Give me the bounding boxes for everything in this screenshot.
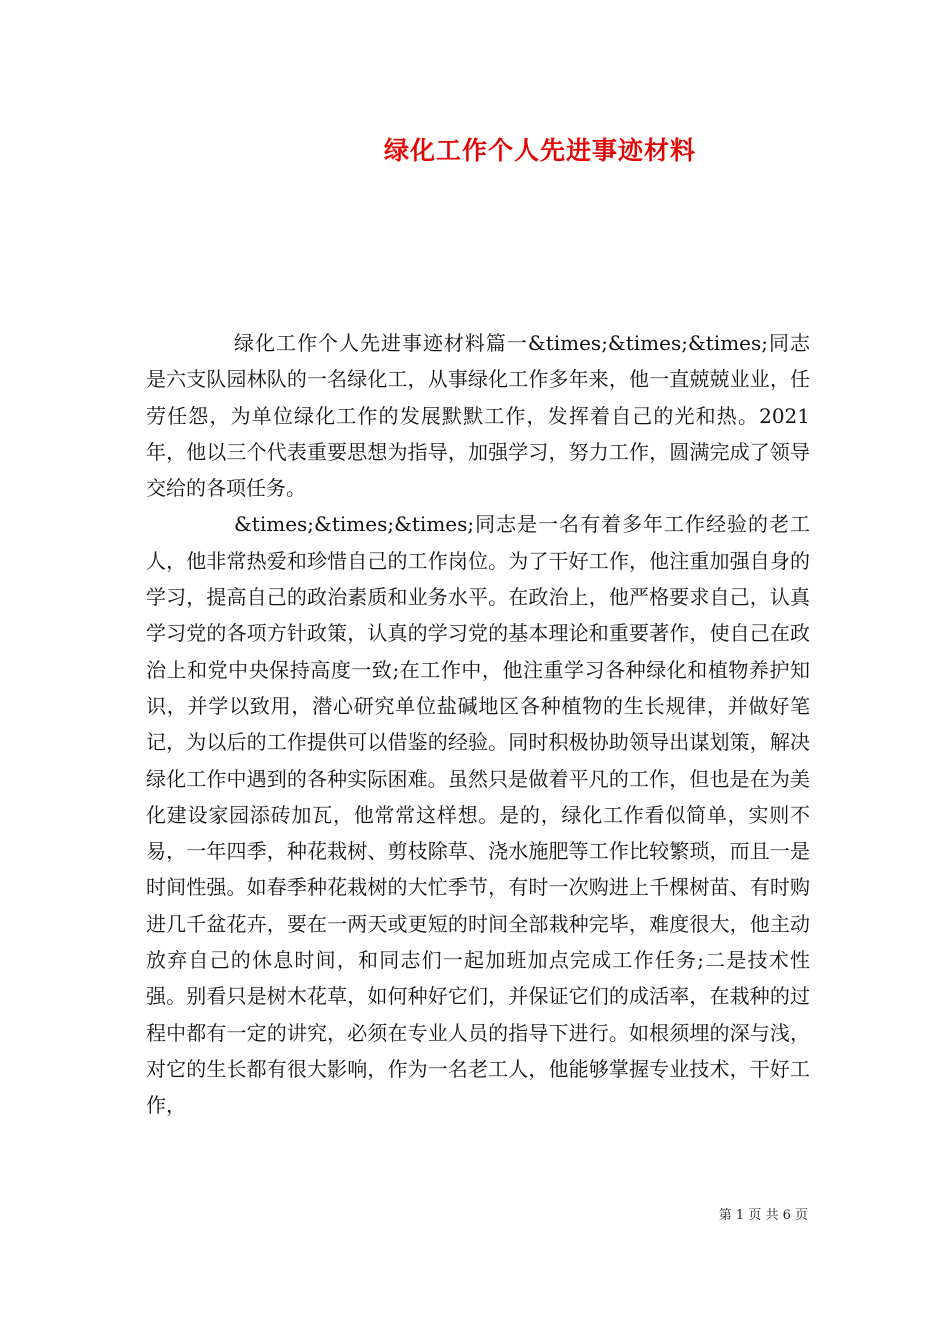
document-title: 绿化工作个人先进事迹材料	[383, 136, 696, 165]
paragraph-1: 绿化工作个人先进事迹材料篇一&times;&times;&times;同志是六支队园林队的一名绿化工，从事绿化工作多年来，他一直兢兢业业，任劳任怨，为单位绿化工作的发展默默工作，发挥着自己的光和热。2021年，他以三个代表重要思想为指导，加强学习，努力工作，圆满完成了领导交给的各项任务。	[146, 331, 810, 501]
paragraph-2: &times;&times;&times;同志是一名有着多年工作经验的老工人，他非常热爱和珍惜自己的工作岗位。为了干好工作，他注重加强自身的学习，提高自己的政治素质和业务水平。在政治上，他严格要求自己，认真学习党的各项方针政策，认真的学习党的基本理论和重要著作，使自己在政治上和党中央保持高度一致;在工作中，他注重学习各种绿化和植物养护知识，并学以致用，潜心研究单位盐碱地区各种植物的生长规律，并做好笔记，为以后的工作提供可以借鉴的经验。同时积极协助领导出谋划策，解决绿化工作中遇到的各种实际困难。虽然只是做着平凡的工作，但也是在为美化建设家园添砖加瓦，他常常这样想。是的，绿化工作看似简单，实则不易，一年四季，种花栽树、剪枝除草、浇水施肥等工作比较繁琐，而且一是时间性强。如春季种花栽树的大忙季节，有时一次购进上千棵树苗、有时购进几千盆花卉，要在一两天或更短的时间全部栽种完毕，难度很大，他主动放弃自己的休息时间，和同志们一起加班加点完成工作任务;二是技术性强。别看只是树木花草，如何种好它们，并保证它们的成活率，在栽种的过程中都有一定的讲究，必须在专业人员的指导下进行。如根须埋的深与浅，对它的生长都有很大影响，作为一名老工人，他能够掌握专业技术，干好工作，	[146, 512, 810, 1118]
document-body	[146, 325, 810, 1124]
page-number: 第 1 页 共 6 页	[718, 1208, 808, 1223]
